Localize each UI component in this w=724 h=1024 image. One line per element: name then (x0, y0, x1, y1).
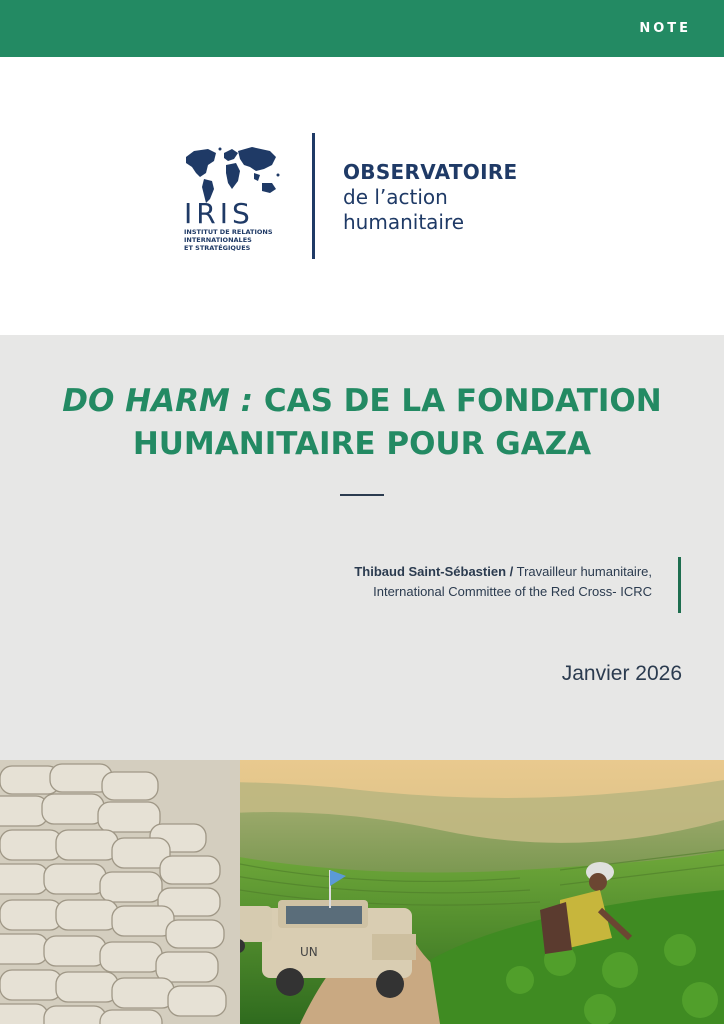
svg-text:INTERNATIONALES: INTERNATIONALES (184, 236, 252, 244)
observatory-line-1: de l’action (343, 185, 448, 209)
observatory-line-2: humanitaire (343, 210, 465, 234)
svg-text:INSTITUT DE RELATIONS: INSTITUT DE RELATIONS (184, 228, 273, 236)
top-banner (0, 0, 724, 57)
publication-date: Janvier 2026 (561, 662, 682, 685)
author-block (354, 562, 652, 602)
title-italic: DO HARM : (62, 383, 254, 419)
author-role: Travailleur humanitaire, (513, 564, 652, 579)
observatory-block (343, 160, 518, 235)
iris-logo (180, 143, 284, 253)
title-line-1: CAS DE LA FONDATION (253, 383, 662, 419)
author-accent-bar (678, 557, 681, 613)
iris-wordmark: IRIS (184, 197, 254, 230)
logo-divider (312, 133, 315, 259)
world-map-icon (186, 147, 280, 203)
svg-text:UN: UN (300, 945, 318, 959)
author-org: International Committee of the Red Cross- ICRC (373, 584, 652, 599)
note-label: NOTE (639, 21, 691, 36)
cover-photo (0, 760, 724, 1024)
svg-text:ET STRATÉGIQUES: ET STRATÉGIQUES (184, 244, 251, 252)
title-rule (340, 494, 384, 496)
author-name: Thibaud Saint-Sébastien / (354, 564, 514, 579)
observatory-title: OBSERVATOIRE (343, 160, 518, 184)
title-line-2: HUMANITAIRE POUR GAZA (132, 426, 592, 462)
document-title (0, 380, 724, 466)
